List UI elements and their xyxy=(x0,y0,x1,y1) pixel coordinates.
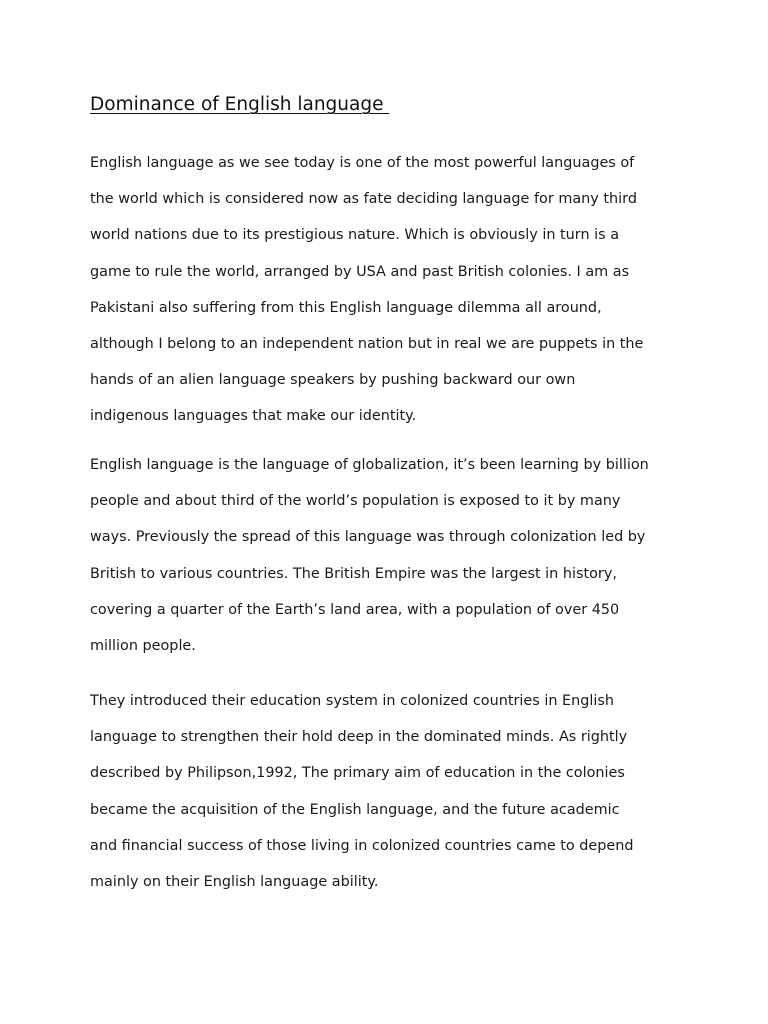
text-line: became the acquisition of the English language, and the future academic xyxy=(90,801,620,818)
text-line: the world which is considered now as fate deciding language for many third xyxy=(90,191,637,208)
paragraph-1 xyxy=(90,153,643,443)
paragraph-2 xyxy=(90,455,649,672)
text-line: British to various countries. The British Empire was the largest in history, xyxy=(90,565,617,582)
text-line: Pakistani also suffering from this English language dilemma all around, xyxy=(90,299,602,316)
text-line: although I belong to an independent nation but in real we are puppets in the xyxy=(90,335,644,352)
text-line: game to rule the world, arranged by USA and past British colonies. I am as xyxy=(90,263,630,280)
text-line: and financial success of those living in colonized countries came to depend xyxy=(90,837,634,854)
text-line: They introduced their education system in colonized countries in English xyxy=(90,693,614,709)
text-line: mainly on their English language ability. xyxy=(90,873,379,890)
text-line: covering a quarter of the Earth’s land area, with a population of over 450 xyxy=(90,601,620,618)
text-line: ways. Previously the spread of this language was through colonization led by xyxy=(90,529,646,546)
text-line: people and about third of the world’s population is exposed to it by many xyxy=(90,493,621,510)
text-line: English language as we see today is one of the most powerful languages of xyxy=(90,155,635,171)
text-line: described by Philipson,1992, The primary aim of education in the colonies xyxy=(90,765,625,782)
text-line: English language is the language of globalization, it’s been learning by billion xyxy=(90,457,649,473)
document-title: Dominance of English language xyxy=(90,94,390,115)
text-line: language to strengthen their hold deep in the dominated minds. As rightly xyxy=(90,729,628,746)
text-line: million people. xyxy=(90,637,196,654)
paragraph-3 xyxy=(90,691,634,908)
text-line: hands of an alien language speakers by pushing backward our own xyxy=(90,372,576,389)
text-line: indigenous languages that make our identity. xyxy=(90,408,417,425)
text-line: world nations due to its prestigious nature. Which is obviously in turn is a xyxy=(90,227,620,244)
